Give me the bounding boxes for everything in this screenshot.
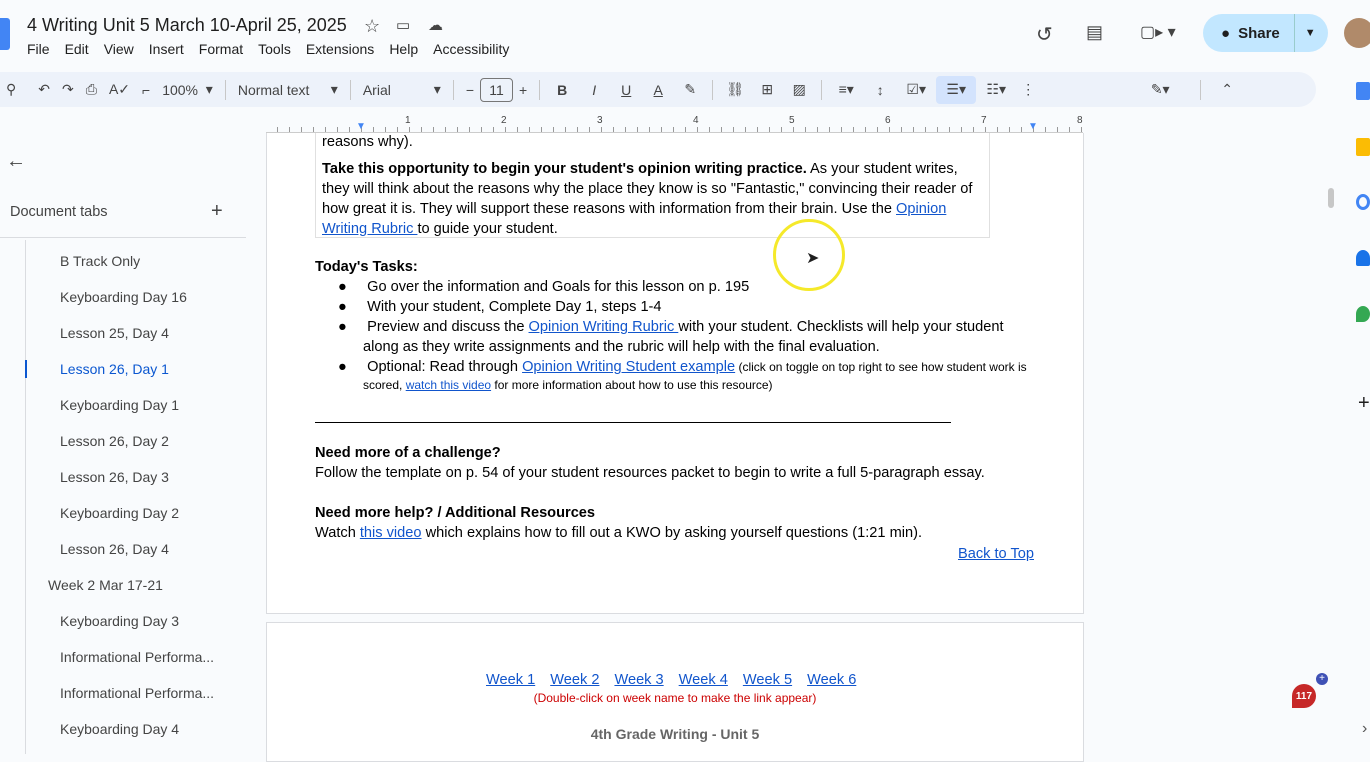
toolbar — [0, 72, 1316, 107]
style-value: Normal text — [237, 81, 310, 98]
week-link[interactable]: Week 2 — [550, 672, 600, 688]
document-title[interactable]: 4 Writing Unit 5 March 10-April 25, 2025 — [27, 15, 347, 35]
editing-mode-icon[interactable]: ✎▾ — [1150, 81, 1170, 97]
meet-icon[interactable]: ▢▸ ▾ — [1140, 24, 1176, 41]
document-tabs-sidebar — [0, 140, 247, 754]
sidebar-item[interactable]: Informational Performa... — [60, 649, 215, 665]
style-select[interactable]: Normal text ▾ — [237, 81, 338, 98]
decrease-font-size-icon[interactable]: − — [465, 81, 475, 98]
cloud-saved-icon: ☁ — [428, 17, 443, 34]
checklist-icon[interactable]: ☑▾ — [906, 81, 926, 97]
share-button[interactable] — [1203, 14, 1328, 52]
redo-icon[interactable]: ↷ — [62, 81, 74, 97]
keep-icon[interactable] — [1356, 138, 1370, 156]
sidebar-item[interactable]: Keyboarding Day 3 — [60, 613, 180, 629]
menu-insert[interactable]: Insert — [148, 41, 184, 57]
rubric-link[interactable]: Opinion — [896, 201, 947, 217]
collapse-toolbar-icon[interactable]: ⌃ — [1221, 81, 1233, 97]
sidebar-item[interactable]: Keyboarding Day 16 — [60, 289, 187, 305]
undo-icon[interactable]: ↶ — [38, 81, 50, 97]
menu-file[interactable]: File — [27, 41, 50, 57]
sidebar-item[interactable]: Lesson 25, Day 4 — [60, 325, 169, 341]
star-icon[interactable]: ☆ — [364, 16, 381, 36]
contacts-icon[interactable] — [1356, 250, 1370, 266]
divider — [315, 422, 951, 423]
add-tab-icon[interactable]: + — [211, 200, 223, 222]
ruler-tick: 5 — [789, 115, 795, 126]
plus-icon: + — [1316, 673, 1328, 685]
print-icon[interactable]: ⎙ — [85, 81, 97, 97]
right-indent-marker[interactable]: ▼ — [1028, 121, 1038, 132]
week-link[interactable]: Week 3 — [614, 672, 664, 688]
scrollbar-thumb[interactable] — [1328, 188, 1334, 208]
docs-logo[interactable] — [0, 18, 10, 50]
add-comment-icon[interactable]: ⊞ — [761, 81, 774, 97]
ruler-tick: 2 — [501, 115, 507, 126]
rubric-link[interactable]: Writing Rubric — [322, 221, 418, 237]
paint-format-icon[interactable]: ⌐ — [142, 81, 151, 98]
ruler-tick: 8 — [1077, 115, 1083, 126]
sidebar-title: Document tabs — [10, 204, 108, 220]
ruler[interactable] — [266, 113, 1083, 133]
mouse-cursor-icon: ➤ — [806, 250, 820, 267]
page2-title: 4th Grade Writing - Unit 5 — [590, 726, 760, 742]
link-icon[interactable]: ⛓ — [726, 81, 745, 97]
week-link[interactable]: Week 4 — [678, 672, 728, 688]
back-arrow-icon[interactable]: ← — [6, 150, 26, 172]
ruler-tick: 4 — [693, 115, 699, 126]
week-link[interactable]: Week 5 — [742, 672, 793, 688]
menu-edit[interactable]: Edit — [64, 41, 89, 57]
font-select[interactable]: Arial ▾ — [362, 81, 441, 98]
sidebar-item[interactable]: Lesson 26, Day 2 — [60, 433, 169, 449]
challenge-section: Need more of a challenge? Follow the template on p. 54 of your student resources packet to begin to write a full 5-paragraph essay. Need more help? / Additional Resources Watch this video which explains how to fill out a KWO by asking yourself questions (1:21 min). — [315, 445, 985, 541]
week-link[interactable]: Week 1 — [486, 672, 536, 688]
list-item: ● Preview and discuss the Opinion Writing Rubric with your student. Checklists will help your student — [338, 319, 1004, 335]
zoom-value: 100% — [162, 81, 199, 98]
intro-paragraph: Take this opportunity to begin your student's opinion writing practice. As your student writes, they will think about the reasons why the place they know is so "Fantastic," convincing their reader of how great it is. They will support these reasons with information from their brain. Use the Opinion Writing Rubric to guide your student. — [322, 161, 973, 237]
list-item: ● Optional: Read through Opinion Writing Student example (click on toggle on top right to see how student work is — [338, 359, 1027, 375]
weeks-note: (Double-click on week name to make the link appear) — [533, 691, 817, 705]
sidebar-item[interactable]: B Track Only — [60, 253, 141, 269]
calendar-icon[interactable] — [1356, 82, 1370, 100]
menu-view[interactable]: View — [103, 41, 134, 57]
left-indent-marker[interactable]: ▼ — [356, 121, 366, 132]
zoom-select[interactable]: 100% ▾ — [162, 81, 213, 98]
version-history-icon[interactable]: ↺ — [1036, 24, 1053, 46]
ruler-tick: 7 — [981, 115, 987, 126]
move-folder-icon[interactable]: ▭ — [396, 17, 411, 34]
list-item: ● Go over the information and Goals for this lesson on p. 195 — [338, 279, 750, 295]
comments-icon[interactable]: ▤ — [1086, 22, 1104, 42]
sidebar-item[interactable]: Lesson 26, Day 4 — [60, 541, 169, 557]
font-size-input[interactable]: 11 — [480, 78, 513, 102]
ruler-tick: 3 — [597, 115, 603, 126]
align-icon[interactable]: ≡▾ — [838, 81, 854, 97]
highlight-icon[interactable]: ✎ — [684, 81, 697, 97]
search-menus-icon[interactable]: ⚲ — [6, 81, 17, 97]
video-link[interactable]: watch this video — [405, 378, 492, 392]
menu-bar — [27, 41, 509, 57]
sidebar-item[interactable]: Week 2 Mar 17-21 — [48, 577, 163, 593]
sidebar-item[interactable]: Keyboarding Day 4 — [60, 721, 180, 737]
bulleted-list-icon[interactable]: ☰▾ — [936, 76, 976, 104]
task-list: ● Go over the information and Goals for this lesson on p. 195 ● With your student, Complete Day 1, steps 1-4 ● Preview and discuss the Opinion Writing Rubric with your student. Checklists will help your student along as they write assignments and the rubric will help with the final evaluation. ● Optional: Read through Opinion Writing Student example (click on toggle on top right to see how student work is scored, watch this video for more information about how to use this resource) — [338, 279, 1027, 392]
menu-help[interactable]: Help — [389, 41, 419, 57]
back-to-top-link[interactable]: Back to Top — [958, 546, 1034, 562]
insert-image-icon[interactable]: ▨ — [792, 81, 806, 97]
badge-count: 117 — [1295, 690, 1313, 702]
share-label: Share — [1238, 24, 1280, 42]
extension-badge[interactable] — [1292, 684, 1316, 708]
list-item: ● With your student, Complete Day 1, steps 1-4 — [338, 299, 662, 315]
menu-format[interactable]: Format — [198, 41, 244, 57]
underline-icon[interactable]: U — [621, 81, 632, 98]
sidebar-item[interactable]: Keyboarding Day 1 — [60, 397, 180, 413]
sidebar-item[interactable]: Keyboarding Day 2 — [60, 505, 180, 521]
rubric-link[interactable]: Opinion Writing Rubric — [528, 319, 679, 335]
more-icon[interactable]: ⋮ — [1021, 81, 1036, 97]
numbered-list-icon[interactable]: ☷▾ — [986, 81, 1006, 97]
bold-icon[interactable]: B — [557, 81, 568, 98]
menu-extensions[interactable]: Extensions — [305, 41, 375, 57]
menu-tools[interactable]: Tools — [258, 41, 291, 57]
font-value: Arial — [362, 81, 391, 98]
text-color-icon[interactable]: A — [653, 81, 663, 98]
week-link[interactable]: Week 6 — [807, 672, 857, 688]
spellcheck-icon[interactable]: A✓ — [108, 81, 131, 97]
kwo-video-link[interactable]: this video — [359, 525, 422, 541]
tasks-icon[interactable] — [1356, 194, 1370, 210]
globe-icon: ● — [1221, 24, 1231, 42]
student-example-link[interactable]: Opinion Writing Student example — [522, 359, 736, 375]
share-dropdown-icon[interactable]: ▼ — [1304, 27, 1316, 39]
line-spacing-icon[interactable]: ↕ — [876, 81, 884, 98]
italic-icon[interactable]: I — [592, 81, 597, 98]
cut-line: reasons why). — [322, 135, 413, 149]
menu-accessibility[interactable]: Accessibility — [433, 41, 510, 57]
tasks-heading: Today's Tasks: — [315, 259, 418, 275]
side-panel — [1340, 70, 1370, 754]
maps-icon[interactable] — [1356, 306, 1370, 322]
sidebar-item-active[interactable]: Lesson 26, Day 1 — [60, 361, 169, 377]
increase-font-size-icon[interactable]: + — [519, 81, 528, 98]
avatar[interactable] — [1344, 18, 1370, 48]
add-addon-icon[interactable]: + — [1358, 392, 1370, 414]
sidebar-item[interactable]: Lesson 26, Day 3 — [60, 469, 169, 485]
expand-panel-icon[interactable]: › — [1362, 720, 1368, 737]
week-links — [486, 670, 856, 690]
sidebar-item[interactable]: Informational Performa... — [60, 685, 215, 701]
ruler-tick: 1 — [405, 115, 411, 126]
ruler-tick: 6 — [885, 115, 891, 126]
